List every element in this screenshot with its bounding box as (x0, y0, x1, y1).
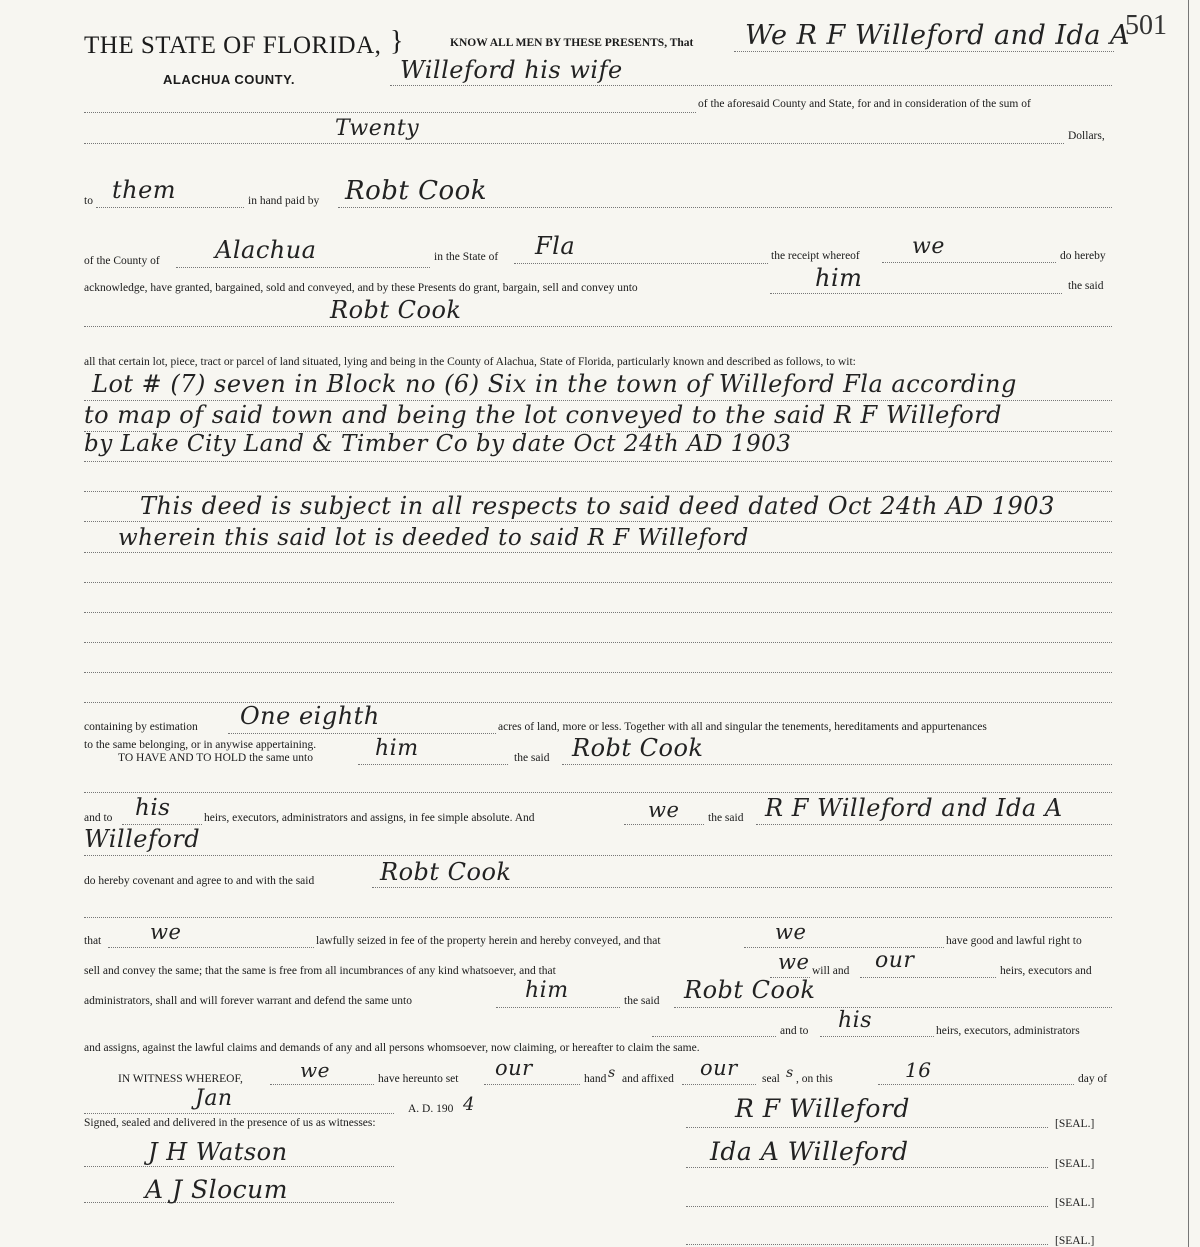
said-grantors-2: Willeford (84, 825, 201, 853)
blank-line-3 (84, 917, 1112, 918)
have-set-text: have hereunto set (378, 1073, 459, 1085)
state-of-text: in the State of (434, 251, 499, 263)
aforesaid-text: of the aforesaid County and State, for and in consideration of the sum of (698, 98, 1031, 110)
will-and-text: will and (812, 965, 850, 977)
heirs-exec-text-2: heirs, executors and (1000, 965, 1092, 977)
seal-2: [SEAL.] (1055, 1158, 1095, 1170)
desc-line-6 (84, 552, 1112, 553)
seal-plural: s (786, 1065, 794, 1081)
the-said-text-4: the said (624, 995, 660, 1007)
grantor-signature-1: R F Willeford (735, 1094, 910, 1123)
set-our-line (484, 1084, 580, 1085)
description-5: wherein this said lot is deeded to said R F Willeford (118, 525, 749, 551)
acreage-line (228, 733, 496, 734)
to-text: to (84, 195, 93, 207)
day-of-text: day of (1078, 1073, 1108, 1085)
grantee-value: Robt Cook (330, 296, 462, 324)
county-line (176, 267, 430, 268)
and-to-his-value: his (838, 1008, 872, 1033)
grantor-line-1 (734, 51, 1114, 52)
acknowledge-text: acknowledge, have granted, bargained, sold and conveyed, and by these Presents do grant, bargain, sell and convey unto (84, 282, 638, 294)
covenant-with: Robt Cook (380, 858, 512, 886)
page-number: 501 (1125, 10, 1167, 41)
grantors-line2: Willeford his wife (400, 56, 623, 84)
sell-convey-text: sell and convey the same; that the same is free from all incumbrances of any kind whatsoever, and that (84, 965, 556, 977)
and-to-his-line (820, 1036, 934, 1037)
all-that-text: all that certain lot, piece, tract or parcel of land situated, lying and being in the County of Alachua, State of Florida, particularly known and described as follows, to wit: (84, 356, 856, 368)
receipt-line (882, 262, 1056, 263)
do-hereby-text: do hereby (1060, 250, 1106, 262)
grantor-signature-2: Ida A Willeford (710, 1137, 909, 1166)
know-all-men: KNOW ALL MEN BY THESE PRESENTS, That (450, 37, 694, 49)
witness-line-1 (84, 1166, 394, 1167)
sum-line (84, 143, 1064, 144)
month-value: Jan (195, 1086, 233, 1111)
and-to-his: his (135, 795, 171, 821)
our-line (860, 977, 996, 978)
receipt-text: the receipt whereof (771, 250, 860, 262)
administrators-text: administrators, shall and will forever warrant and defend the same unto (84, 995, 412, 1007)
to-whom: them (112, 176, 177, 204)
heirs-exec-text: heirs, executors, administrators and assigns, in fee simple absolute. And (204, 812, 535, 824)
signature-line-2 (686, 1167, 1048, 1168)
desc-line-11 (84, 702, 1112, 703)
acreage-value: One eighth (240, 702, 380, 730)
description-2: to map of said town and being the lot conveyed to the said R F Willeford (84, 401, 1002, 429)
paid-by-name: Robt Cook (345, 176, 488, 206)
grantors-said-line (756, 824, 1112, 825)
affixed-our-line (682, 1084, 756, 1085)
and-to-text-2: and to (780, 1025, 809, 1037)
hand-text: hand (584, 1073, 607, 1085)
have-hold-unto: him (375, 736, 419, 761)
description-4: This deed is subject in all respects to said deed dated Oct 24th AD 1903 (140, 492, 1055, 520)
set-our: our (495, 1056, 533, 1080)
page-edge (1188, 0, 1189, 1247)
that-we: we (150, 920, 182, 944)
grantors-line1: We R F Willeford and Ida A (745, 20, 1131, 51)
desc-line-8 (84, 612, 1112, 613)
state-line (514, 263, 768, 264)
blank-short-line (652, 1036, 776, 1037)
witness-we-line (270, 1084, 374, 1085)
ad-text: A. D. 190 (408, 1103, 454, 1115)
the-said-text-2: the said (514, 752, 550, 764)
county-of-text: of the County of (84, 255, 160, 267)
paid-by-text: in hand paid by (248, 195, 320, 207)
and-that-we-line (744, 947, 944, 948)
have-hold-said: Robt Cook (572, 734, 704, 762)
covenant-line (372, 887, 1112, 888)
and-we-line (624, 824, 704, 825)
lawfully-text: lawfully seized in fee of the property herein and hereby conveyed, and that (316, 935, 661, 947)
year-digit: 4 (463, 1094, 475, 1115)
seal-1: [SEAL.] (1055, 1118, 1095, 1130)
defend-said-line (674, 1007, 1112, 1008)
signature-line-3 (686, 1206, 1048, 1207)
unto-value: him (815, 264, 863, 292)
have-hold-unto-line (358, 764, 508, 765)
witness-text: IN WITNESS WHEREOF, (118, 1073, 243, 1085)
desc-line-9 (84, 642, 1112, 643)
witness-we: we (300, 1058, 330, 1082)
containing-text: containing by estimation (84, 721, 198, 733)
and-we: we (648, 798, 680, 822)
witness-2-signature: A J Slocum (145, 1175, 288, 1204)
unto-line (770, 293, 1062, 294)
defend-unto: him (525, 978, 569, 1003)
county-value: Alachua (215, 236, 317, 264)
receipt-value: we (912, 234, 945, 259)
and-affixed-text: and affixed (622, 1073, 674, 1085)
grantors-said-line-2 (84, 855, 1112, 856)
that-text: that (84, 935, 102, 947)
grantee-line (84, 326, 1112, 327)
desc-line-10 (84, 672, 1112, 673)
blank-line-2 (84, 792, 1112, 793)
desc-line-5 (84, 521, 1112, 522)
state-value: Fla (535, 232, 576, 260)
signature-line-4 (686, 1244, 1048, 1245)
state-heading: THE STATE OF FLORIDA, (84, 32, 382, 59)
hand-plural: s (608, 1065, 616, 1081)
seal-3: [SEAL.] (1055, 1197, 1095, 1209)
and-to-text: and to (84, 812, 113, 824)
affixed-our: our (700, 1056, 738, 1080)
county-heading: ALACHUA COUNTY. (163, 72, 295, 87)
paid-by-line (338, 207, 1112, 208)
covenant-text: do hereby covenant and agree to and with the said (84, 875, 315, 887)
that-we-line (108, 947, 314, 948)
seal-4: [SEAL.] (1055, 1235, 1095, 1247)
our-value: our (875, 948, 915, 973)
to-have-text: TO HAVE AND TO HOLD the same unto (118, 752, 313, 764)
sum-value: Twenty (335, 116, 420, 141)
grantor-line-2 (390, 85, 1112, 86)
header-brace: } (390, 26, 404, 57)
description-1: Lot # (7) seven in Block no (6) Six in the town of Willeford Fla according (92, 370, 1017, 398)
on-this-text: , on this (796, 1073, 833, 1085)
to-line (96, 207, 244, 208)
and-that-we: we (775, 920, 807, 944)
desc-line-3 (84, 461, 1112, 462)
the-said-text-1: the said (1068, 280, 1104, 292)
dollars-text: Dollars, (1068, 130, 1105, 142)
day-line (878, 1084, 1074, 1085)
defend-unto-line (496, 1007, 620, 1008)
signed-text: Signed, sealed and delivered in the presence of us as witnesses: (84, 1117, 376, 1129)
desc-line-7 (84, 582, 1112, 583)
blank-line (84, 112, 696, 113)
heirs-exec-text-3: heirs, executors, administrators (936, 1025, 1080, 1037)
defend-said: Robt Cook (684, 976, 816, 1004)
day-value: 16 (905, 1058, 932, 1082)
the-said-text-3: the said (708, 812, 744, 824)
acres-text: acres of land, more or less. Together with all and singular the tenements, hereditaments and appurtenances (498, 721, 987, 733)
description-3: by Lake City Land & Timber Co by date Oct 24th AD 1903 (84, 431, 792, 457)
have-hold-said-line (562, 764, 1112, 765)
same-belonging-text: to the same belonging, or in anywise appertaining. (84, 739, 317, 751)
good-right-text: have good and lawful right to (946, 935, 1082, 947)
month-line (84, 1113, 394, 1114)
signature-line-1 (686, 1127, 1048, 1128)
that-we-will: we (778, 950, 810, 974)
said-grantors-1: R F Willeford and Ida A (765, 794, 1063, 822)
assigns-claims-text: and assigns, against the lawful claims and demands of any and all persons whomsoever, now claiming, or hereafter to claim the same. (84, 1042, 700, 1054)
witness-1-signature: J H Watson (148, 1138, 288, 1166)
seal-text: seal (762, 1073, 780, 1085)
